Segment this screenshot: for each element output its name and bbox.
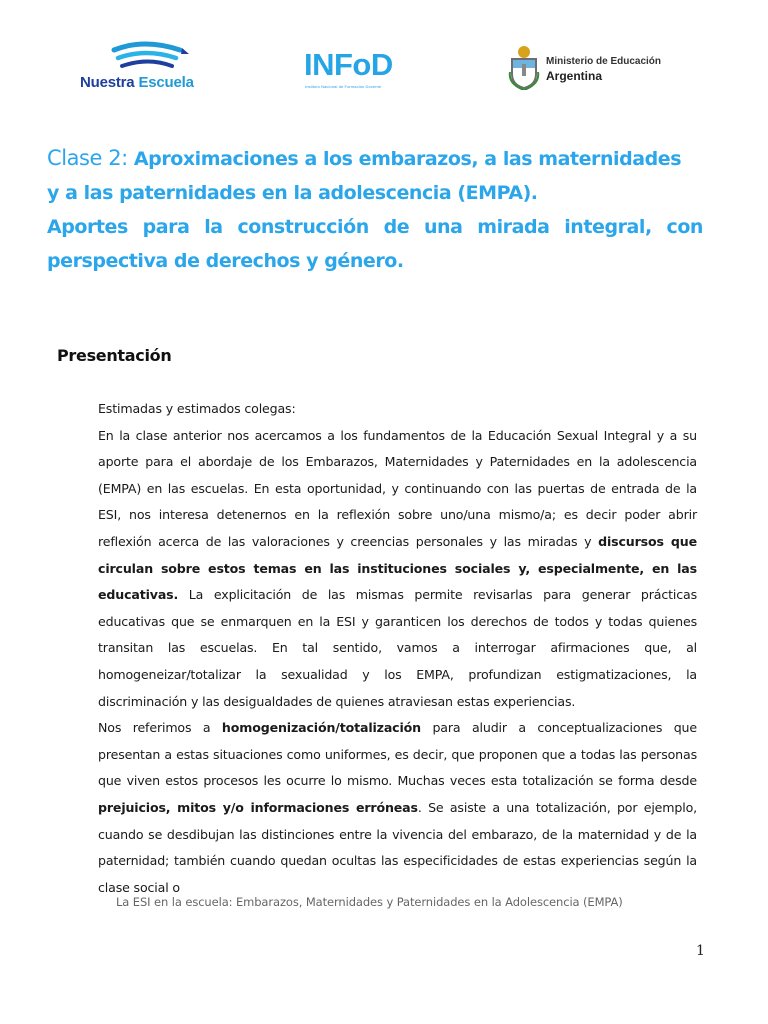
coat-of-arms-icon (508, 44, 540, 90)
paragraph-2-text-e: . Se asiste a una totalización, por ejemplo, cuando se desdibujan las distinciones entre la vivencia del embarazo, de la maternidad y de la paternidad; también cuando quedan ocultas las especificidades de estas experiencias según la clase social o (98, 799, 698, 895)
paragraph-1 (98, 423, 697, 716)
page-footer: La ESI en la escuela: Embarazos, Maternidades y Paternidades en la Adolescencia (EMPA) (116, 895, 623, 909)
subtitle-line-1: Aportes para la construcción de una mirada integral, con (47, 216, 703, 238)
paragraph-2-text-c: para aludir a conceptualizaciones que presentan a estas situaciones como uniformes, es decir, que proponen que a todas las personas que viven estos procesos les ocurre lo mismo. Muchas veces esta totalización se forma desde (98, 720, 697, 789)
greeting: Estimadas y estimados colegas: (98, 401, 296, 416)
title-line-1 (47, 141, 703, 176)
page-number: 1 (696, 943, 705, 959)
infod-wordmark: INFoD (304, 47, 393, 82)
document-title (47, 141, 703, 278)
class-number: Clase 2: (47, 146, 128, 170)
page-header (0, 36, 768, 106)
nuestra-escuela-wordmark: Nuestra Escuela (80, 74, 194, 91)
ministerio-logo (508, 44, 678, 94)
title-line-1-text: Aproximaciones a los embarazos, a las maternidades (133, 148, 682, 170)
subtitle-line-2: perspectiva de derechos y género. (47, 250, 404, 272)
infod-logo (304, 48, 414, 96)
waves-icon (110, 40, 190, 74)
infod-subtitle: Instituto Nacional de Formación Docente (305, 84, 382, 89)
body-text (98, 396, 697, 901)
ministerio-name: Ministerio de Educación (546, 56, 662, 67)
section-heading: Presentación (57, 346, 172, 365)
paragraph-1-text-c: La explicitación de las mismas permite revisarlas para generar prácticas educativas que se enmarquen en la ESI y garanticen los derechos de todos y todas quienes transitan las escuelas. En tal sentido, vamos a interrogar afirmaciones que, al homogeneizar/totalizar la sexualidad y los EMPA, profundizan estigmatizaciones, la discriminación y las desigualdades de quienes atraviesan estas experiencias. (98, 587, 697, 709)
title-line-2: y a las paternidades en la adolescencia (EMPA). (47, 182, 538, 204)
paragraph-2-bold-2: prejuicios, mitos y/o informaciones erróneas (98, 799, 418, 815)
paragraph-1-bold: discursos que circulan sobre estos temas en las instituciones sociales y, especialmente, en las educativas. (98, 533, 697, 603)
paragraph-2-text-a: Nos referimos a (98, 720, 222, 736)
paragraph-2-bold-1: homogenización/totalización (221, 720, 421, 736)
paragraph-1-text-a: En la clase anterior nos acercamos a los fundamentos de la Educación Sexual Integral y a su aporte para el abordaje de los Embarazos, Maternidades y Paternidades en la adolescencia (EMPA) en las escuelas. En esta oportunidad, y continuando con las puertas de entrada de la ESI, nos interesa detenernos en la reflexión sobre uno/una mismo/a; es decir poder abrir reflexión acerca de las valoraciones y creencias personales y las miradas y (98, 427, 697, 549)
ministerio-country: Argentina (546, 69, 603, 83)
nuestra-escuela-logo (80, 40, 210, 96)
paragraph-2 (98, 715, 697, 901)
